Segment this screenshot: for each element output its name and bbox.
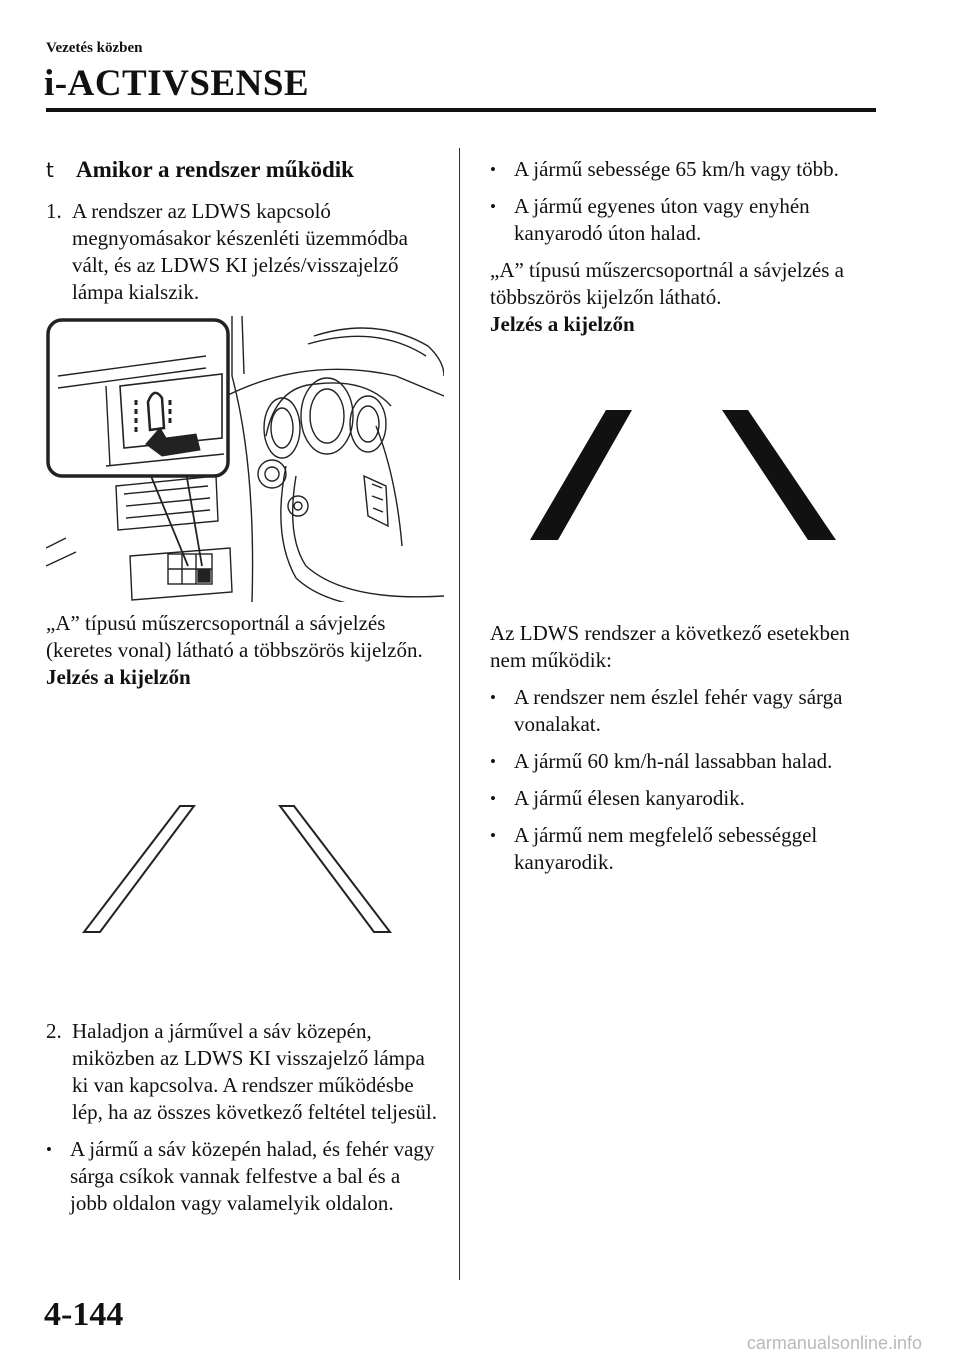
lane-display-outlined-icon bbox=[80, 800, 400, 938]
bullet-icon: • bbox=[490, 789, 496, 808]
lane-display-solid-icon bbox=[528, 408, 840, 542]
list-item-text: A jármű 60 km/h-nál lassabban halad. bbox=[514, 749, 833, 773]
list-item bbox=[46, 1136, 438, 1217]
section-heading bbox=[46, 156, 438, 184]
list-item bbox=[490, 193, 890, 247]
list-item-text: A rendszer nem észlel fehér vagy sárga vonalakat. bbox=[514, 685, 843, 736]
list-item-text: A jármű élesen kanyarodik. bbox=[514, 786, 745, 810]
left-column-bottom bbox=[46, 1018, 438, 1217]
step-1 bbox=[46, 198, 438, 306]
heading-glyph: t bbox=[46, 158, 54, 182]
watermark: carmanualsonline.info bbox=[746, 1333, 922, 1353]
section-heading-text: Amikor a rendszer működik bbox=[76, 157, 354, 182]
dashboard-ldws-switch-illustration bbox=[46, 316, 444, 602]
list-item bbox=[490, 822, 890, 876]
bullet-icon: • bbox=[490, 826, 496, 845]
list-item bbox=[490, 684, 890, 738]
step-number: 1. bbox=[46, 199, 62, 223]
left-column-middle bbox=[46, 610, 438, 691]
display-caption: Jelzés a kijelzőn bbox=[46, 665, 191, 689]
lane-display-paragraph: „A” típusú műszercsoportnál a sávjelzés (keretes vonal) látható a többszörös kijelzőn. bbox=[46, 611, 423, 662]
section-label: Vezetés közben bbox=[46, 40, 143, 56]
list-item bbox=[490, 785, 890, 812]
not-working-paragraph: Az LDWS rendszer a következő esetekben nem működik: bbox=[490, 621, 850, 672]
list-item-text: A jármű a sáv közepén halad, és fehér vagy sárga csíkok vannak felfestve a bal és a jobb oldalon vagy valamelyik oldalon. bbox=[70, 1137, 435, 1215]
list-item bbox=[490, 156, 890, 183]
page-number: 4-144 bbox=[44, 1296, 124, 1333]
header-rule bbox=[46, 108, 876, 112]
left-column-top bbox=[46, 156, 438, 306]
bullet-icon: • bbox=[46, 1140, 52, 1159]
display-caption: Jelzés a kijelzőn bbox=[490, 312, 635, 336]
bullet-icon: • bbox=[490, 197, 496, 216]
bullet-icon: • bbox=[490, 752, 496, 771]
right-column-bottom bbox=[490, 620, 890, 876]
list-item-text: A jármű egyenes úton vagy enyhén kanyarodó úton halad. bbox=[514, 194, 810, 245]
bullet-icon: • bbox=[490, 688, 496, 707]
step-text: Haladjon a járművel a sáv közepén, miközben az LDWS KI visszajelző lámpa ki van kapcsolva. A rendszer működésbe lép, ha az összes következő feltétel teljesül. bbox=[72, 1019, 438, 1124]
column-divider bbox=[459, 148, 460, 1280]
list-item bbox=[490, 748, 890, 775]
list-item-text: A jármű sebessége 65 km/h vagy több. bbox=[514, 157, 839, 181]
step-text: A rendszer az LDWS kapcsoló megnyomásakor készenléti üzemmódba vált, és az LDWS KI jelzés/visszajelző lámpa kialszik. bbox=[72, 199, 408, 304]
list-item-text: A jármű nem megfelelő sebességgel kanyarodik. bbox=[514, 823, 818, 874]
bullet-icon: • bbox=[490, 160, 496, 179]
lane-display-paragraph: „A” típusú műszercsoportnál a sávjelzés a többszörös kijelzőn látható. bbox=[490, 258, 844, 309]
right-column-top bbox=[490, 156, 890, 338]
step-number: 2. bbox=[46, 1019, 62, 1043]
chapter-title: i-ACTIVSENSE bbox=[44, 63, 310, 104]
step-2 bbox=[46, 1018, 438, 1126]
